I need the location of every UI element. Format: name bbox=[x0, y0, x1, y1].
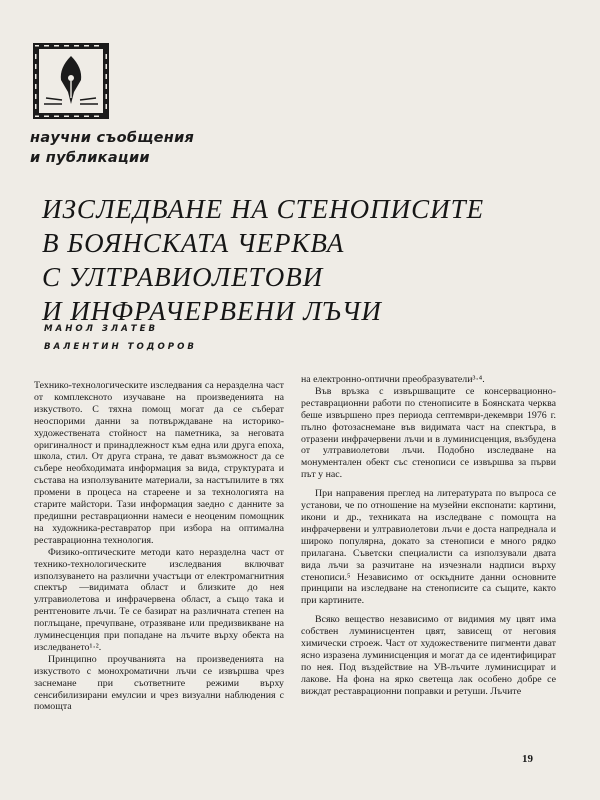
body-paragraph: Принципно проучванията на произведенията на изкуството с монохроматични лъчи се извършва чрез заснемане при съответните режими върху сенсибилизирани емулсии и чрез визуални наблюдения с помощта bbox=[34, 653, 284, 713]
section-heading-line-2: и публикации bbox=[30, 150, 150, 166]
author-list bbox=[44, 320, 197, 356]
body-paragraph: на електронно-оптични преобразуватели³·⁴. bbox=[301, 374, 485, 385]
author-name: ВАЛЕНТИН ТОДОРОВ bbox=[44, 342, 197, 352]
article-title bbox=[42, 192, 484, 328]
body-paragraph: Във връзка с извършващите се консервационно-реставрационни работи по стенописите в Боянската черква беше извършено през периода септември-декември 1976 г. пълно фотозаснемане във видимата част на спектъра, в отразени инфрачервени лъчи и в луминисценция, възбудена от ултравиолетови лъчи. Подобно изследване на монументален обект със стенописи се извършва за първи път у нас. bbox=[301, 385, 556, 481]
body-column-right bbox=[301, 374, 556, 698]
article-title-line-1: ИЗСЛЕДВАНЕ НА СТЕНОПИСИТЕ bbox=[42, 194, 485, 224]
body-paragraph: Технико-технологическите изследвания са неразделна част от комплексното изучаване на произведенията на изкуството. С тяхна помощ могат да се съберат неоспорими данни за потвърждаване на историко-художествената стойност на паметника, за неговата оригиналност и принадлежност към една или друга епоха, школа, стил. От друга страна, те дават възможност да се събере необходимата информация за вида, структурата и състава на използуваните материали, за настъпилите в тях промени в процеса на стареене и за технологията на старите майстори. Тази информация заедно с данните за предишни реставрационни намеси е неоценим помощник на художника-реставратор при избора на оптимална реставрационна технология. bbox=[34, 380, 284, 546]
author-name: МАНОЛ ЗЛАТЕВ bbox=[44, 324, 159, 334]
body-column-left bbox=[34, 380, 284, 713]
body-paragraph: При направения преглед на литературата по въпроса се установи, че по отношение на музейни експонати: картини, икони и др., техниката на изследване с помощта на инфрачервени и ултравиолетови лъчи е доста напреднала и широко популярна, докато за стенописи е много рядко прилагана. Съветски специалисти са използували двата вида лъчи за разчитане на изчезнали надписи върху стенописи.⁵ Независимо от оскъдните данни основните принципи на изследване на стенописите са същите, както при картините. bbox=[301, 488, 556, 607]
section-heading bbox=[30, 128, 194, 168]
article-title-line-4: И ИНФРАЧЕРВЕНИ ЛЪЧИ bbox=[42, 296, 382, 326]
section-heading-line-1: научни съобщения bbox=[30, 130, 195, 146]
body-paragraph: Всяко вещество независимо от видимия му цвят има собствен луминисцентен цвят, зависещ от неговия химически строеж. Част от художествените пигменти дават ясно изразена луминисценция и могат да се идентифицират по нея. Под въздействие на УВ-лъчите луминисцират и лакове. На фона на ярко светеща лак особено добре се виждат реставрационни поправки и ретуши. Лъчите bbox=[301, 614, 556, 697]
article-title-line-2: В БОЯНСКАТА ЧЕРКВА bbox=[42, 228, 345, 258]
pen-nib-emblem-icon bbox=[32, 42, 110, 120]
article-title-line-3: С УЛТРАВИОЛЕТОВИ bbox=[42, 262, 324, 292]
page-number: 19 bbox=[522, 753, 533, 765]
body-paragraph: Физико-оптическите методи като неразделна част от технико-технологическите изследвания включват използуването на различни участъци от електромагнитния спектър —видимата област и близките до нея ултравиолетова и инфрачервена област, а също така и рентгеновите лъчи. Те се базират на различната степен на поглъщане, пречупване, отразяване или предизвикване на луминесценция при попадане на лъчите върху обекта на изследването¹·². bbox=[34, 546, 284, 653]
